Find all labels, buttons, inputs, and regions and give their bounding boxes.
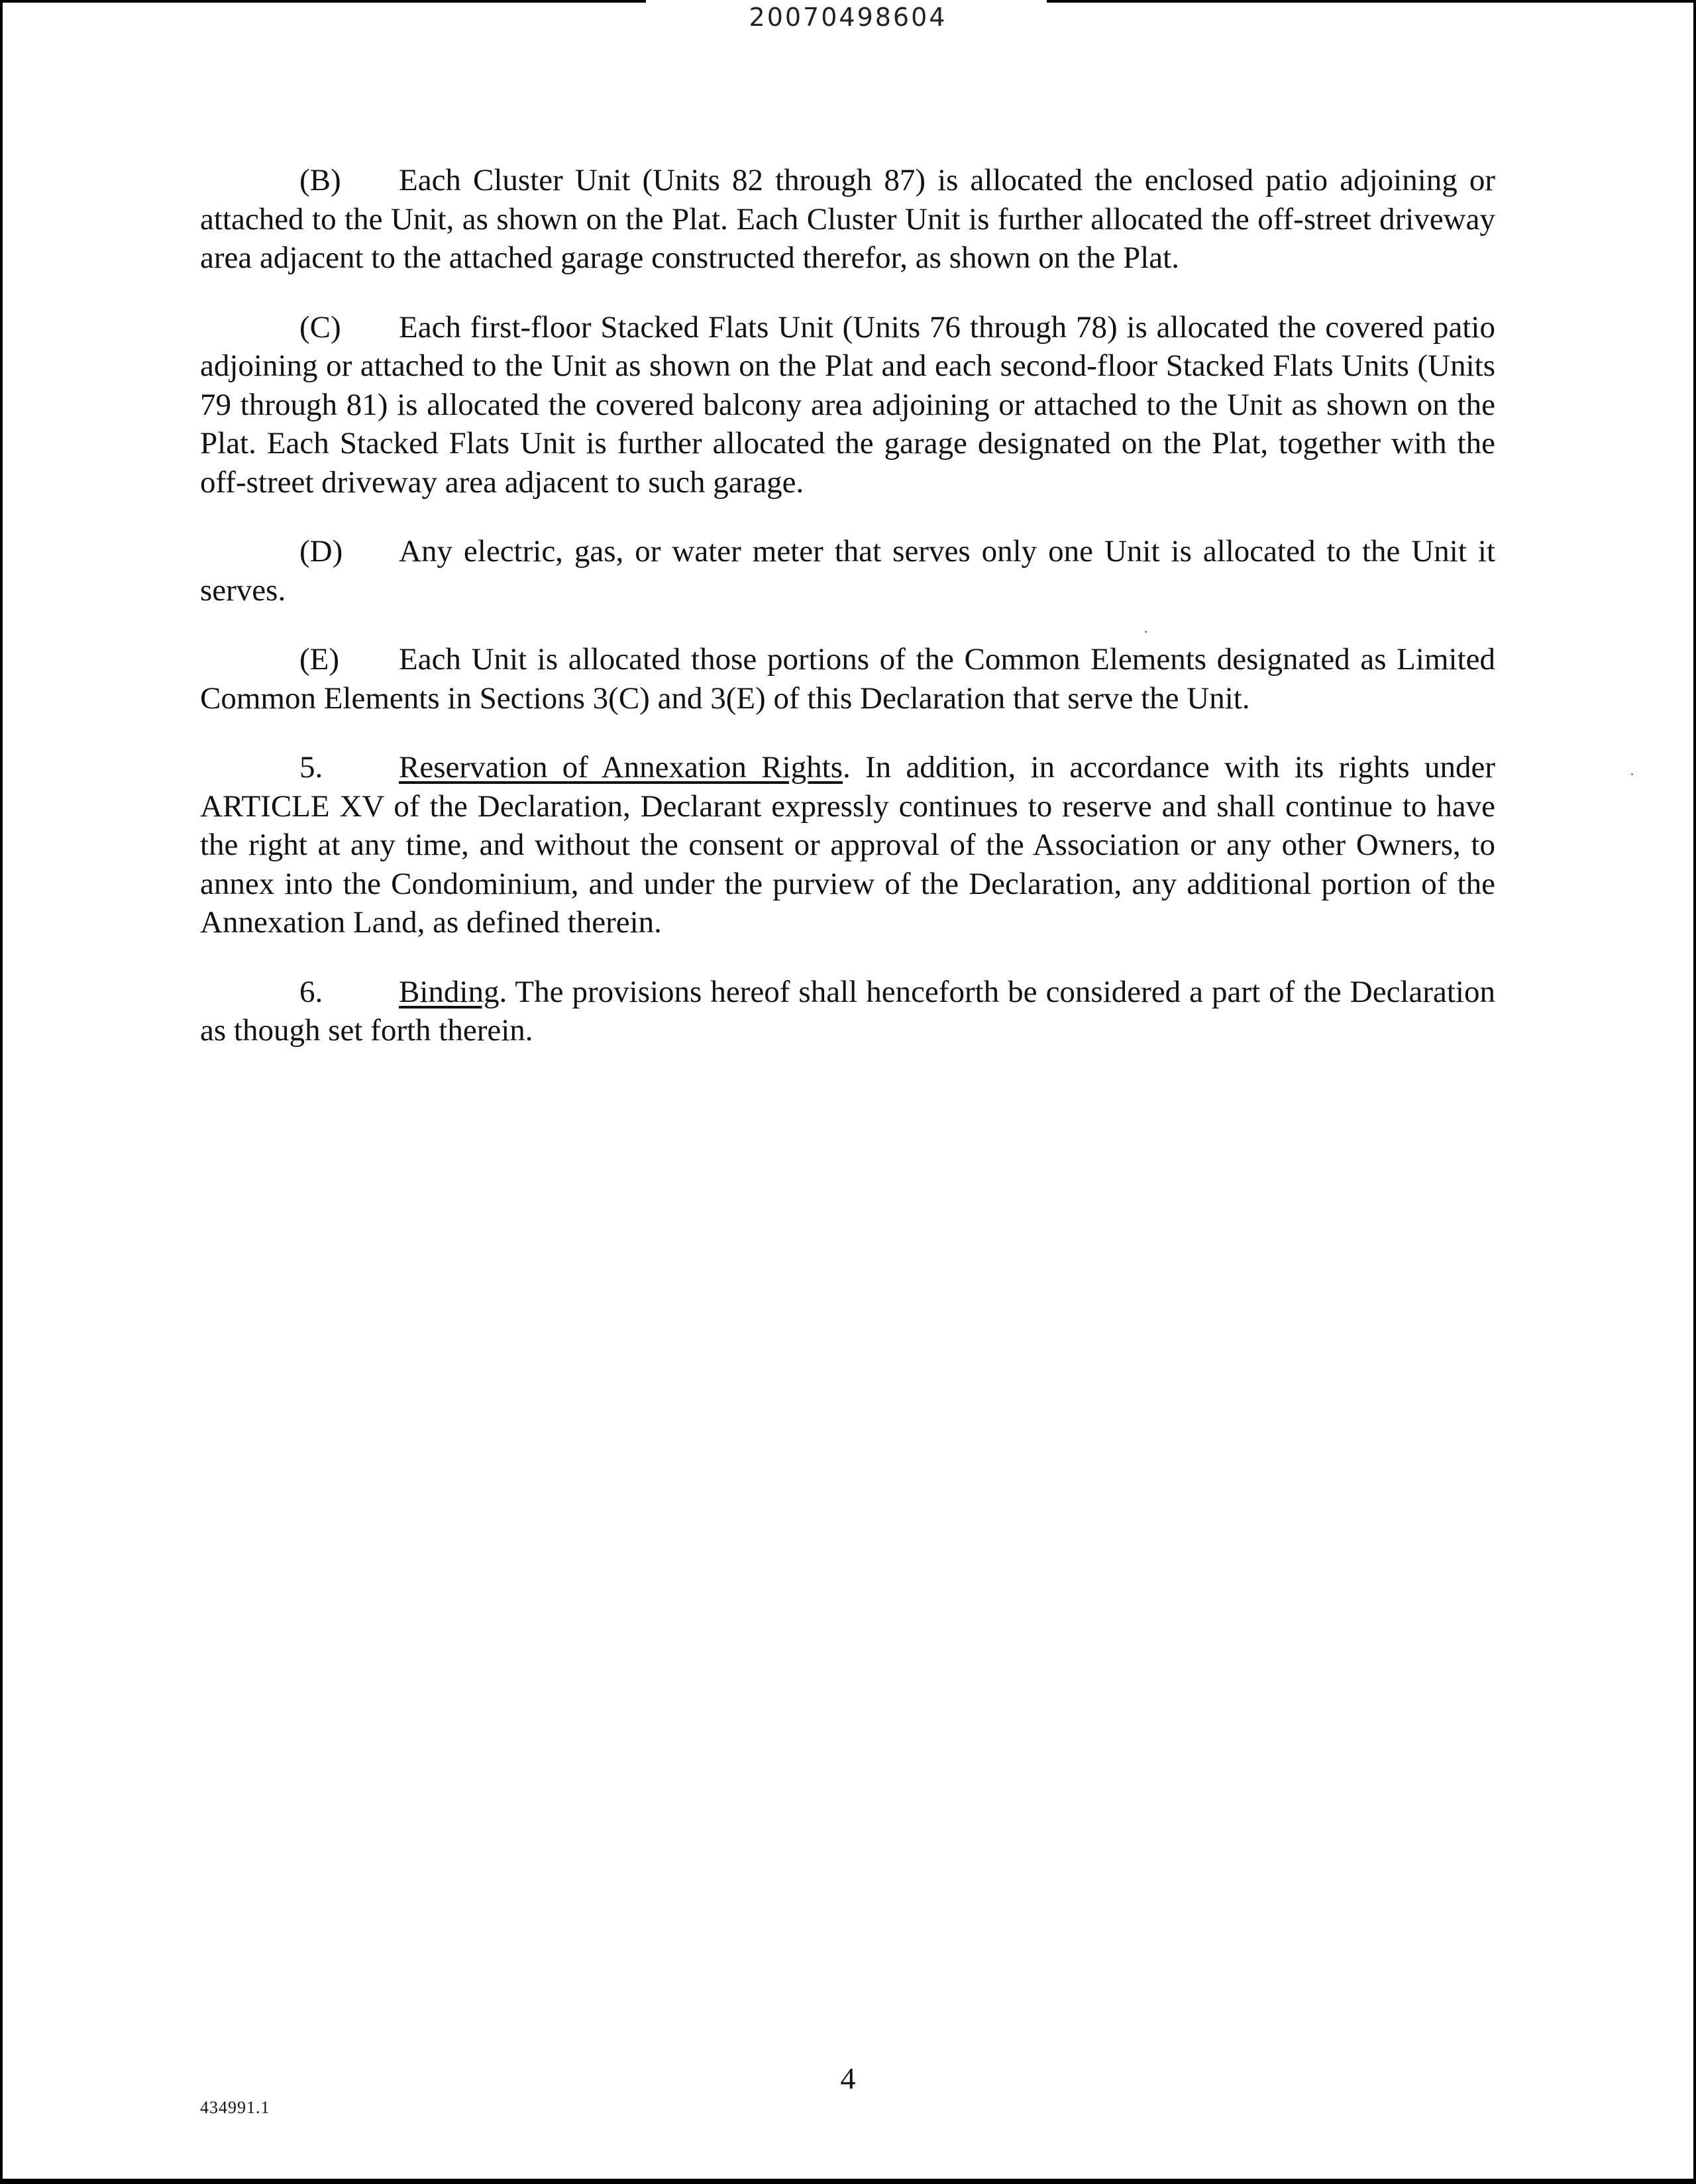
paragraph-text: Each first-floor Stacked Flats Unit (Units 76 through 78) is allocated the covered patio adjoining or attached to the Unit as shown on the Plat and each second-floor Stacked Flats Units (Units 79 through 81) is allocated the covered balcony area adjoining or attached to the Unit as shown on the Plat. Each Stacked Flats Unit is further allocated the garage designated on the Plat, together with the off-street driveway area adjacent to such garage. [200,309,1495,500]
recording-number: 20070498604 [749,3,947,32]
page-number: 4 [840,2061,856,2095]
paragraph-marker: (B) [299,163,341,197]
paragraph-text: Each Cluster Unit (Units 82 through 87) is allocated the enclosed patio adjoining or attached to the Unit, as shown on the Plat. Each Cluster Unit is further allocated the off-street driveway area adjacent to the attached garage constructed therefor, as shown on the Plat. [200,163,1495,275]
scan-speck [1631,773,1633,775]
section-number: 6. [299,974,323,1009]
section-6-binding [200,973,1495,1050]
section-heading: Binding [399,974,500,1009]
paragraph-e [200,640,1495,718]
paragraph-d [200,532,1495,610]
paragraph-b [200,161,1495,278]
section-text: . In addition, in accordance with its rights under ARTICLE XV of the Declaration, Declarant expressly continues to reserve and shall continue to have the right at any time, and without the consent or approval of the Association or any other Owners, to annex into the Condominium, and under the purview of the Declaration, any additional portion of the Annexation Land, as defined therein. [200,750,1495,940]
section-5-annexation-rights [200,748,1495,942]
scan-speck [1145,631,1147,633]
section-text: . The provisions hereof shall henceforth be considered a part of the Declaration as though set forth therein. [200,974,1495,1048]
section-heading: Reservation of Annexation Rights [399,750,843,785]
paragraph-text: Each Unit is allocated those portions of the Common Elements designated as Limited Common Elements in Sections 3(C) and 3(E) of this Declaration that serve the Unit. [200,642,1495,716]
paragraph-marker: (D) [299,534,343,569]
section-number: 5. [299,750,323,785]
paragraph-marker: (E) [299,642,340,677]
paragraph-c [200,308,1495,502]
document-body [200,161,1495,1081]
paragraph-text: Any electric, gas, or water meter that serves only one Unit is allocated to the Unit it serves. [200,534,1495,608]
document-id: 434991.1 [200,2098,270,2117]
paragraph-marker: (C) [299,309,341,345]
